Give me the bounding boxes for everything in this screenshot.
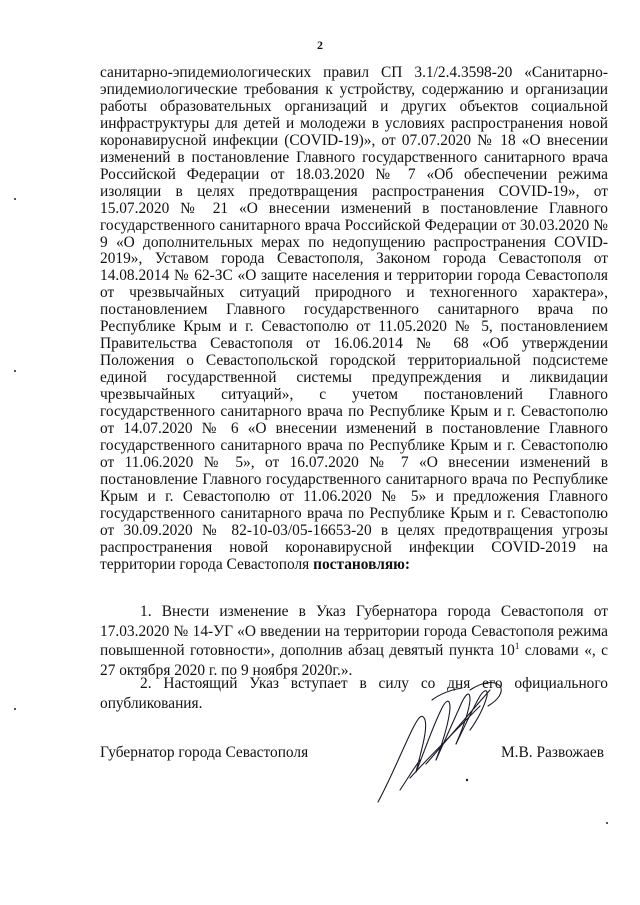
preamble-text: санитарно-эпидемиологических правил СП 3.1/2.4.3598-20 «Санитарно-эпидемиологические требования к устройству, содержанию и организации работы образовательных организаций и других объектов социальной инфраструктуры для детей и молодежи в условиях распространения новой коронавирусной инфекции (COVID-19)», от 07.07.2020 № 18 «О внесении изменений в постановление Главного государственного санитарного врача Российской Федерации от 18.03.2020 № 7 «Об обеспечении режима изоляции в целях предотвращения распространения COVID-19», от 15.07.2020 № 21 «О внесении изменений в постановление Главного государственного санитарного врача Российской Федерации от 30.03.2020 № 9 «О дополнительных мерах по недопущению распространения COVID-2019», Уставом города Севастополя, Законом города Севастополя от 14.08.2014 № 62-ЗС «О защите населения и территории города Севастополя от чрезвычайных ситуаций природного и техногенного характера», постановлением Главного государственного санитарного врача по Республике Крым и г. Севастополю от 11.05.2020 № 5, постановлением Правительства Севастополя от 16.06.2014 № 68 «Об утверждении Положения о Севастопольской городской территориальной подсистеме единой государственной системы предупреждения и ликвидации чрезвычайных ситуаций», с учетом постановлений Главного государственного санитарного врача по Республике Крым и г. Севастополю от 14.07.2020 № 6 «О внесении изменений в постановление Главного государственного санитарного врача по Республике Крым и г. Севастополю от 11.06.2020 № 5», от 16.07.2020 № 7 «О внесении изменений в постановление Главного государственного санитарного врача по Республике Крым и г. Севастополю от 11.06.2020 № 5» и предложения Главного государственного санитарного врача по Республике Крым и г. Севастополю от 30.09.2020 № 82-10-03/05-16653-20 в целях предотвращения угрозы распространения новой коронавирусной инфекции COVID-2019 на территории города Севастополя	[100, 64, 608, 573]
margin-dot	[14, 370, 16, 372]
margin-dot	[14, 708, 16, 710]
margin-dot	[14, 198, 16, 200]
margin-dot	[606, 822, 608, 824]
item-1-text: 1. Внести изменение в Указ Губернатора города Севастополя от 17.03.2020 № 14-УГ «О введении на территории города Севастополя режима повышенной готовности», дополнив абзац девятый пункта 10	[100, 603, 608, 659]
handwritten-signature-icon	[370, 660, 540, 810]
preamble-paragraph	[100, 65, 608, 574]
signatory-title: Губернатор города Севастополя	[100, 744, 309, 761]
item-1-text-end: словами «, с 27 октября 2020 г. по 9 ноября 2020г.».	[100, 642, 608, 679]
page-number: 2	[317, 38, 323, 52]
signatory-name: М.В. Развожаев	[501, 744, 604, 761]
item-1-superscript: 1	[514, 641, 520, 651]
resolve-word: постановляю:	[313, 555, 411, 573]
item-2-text: 2. Настоящий Указ вступает в силу со дня его официального опубликования.	[100, 675, 608, 712]
